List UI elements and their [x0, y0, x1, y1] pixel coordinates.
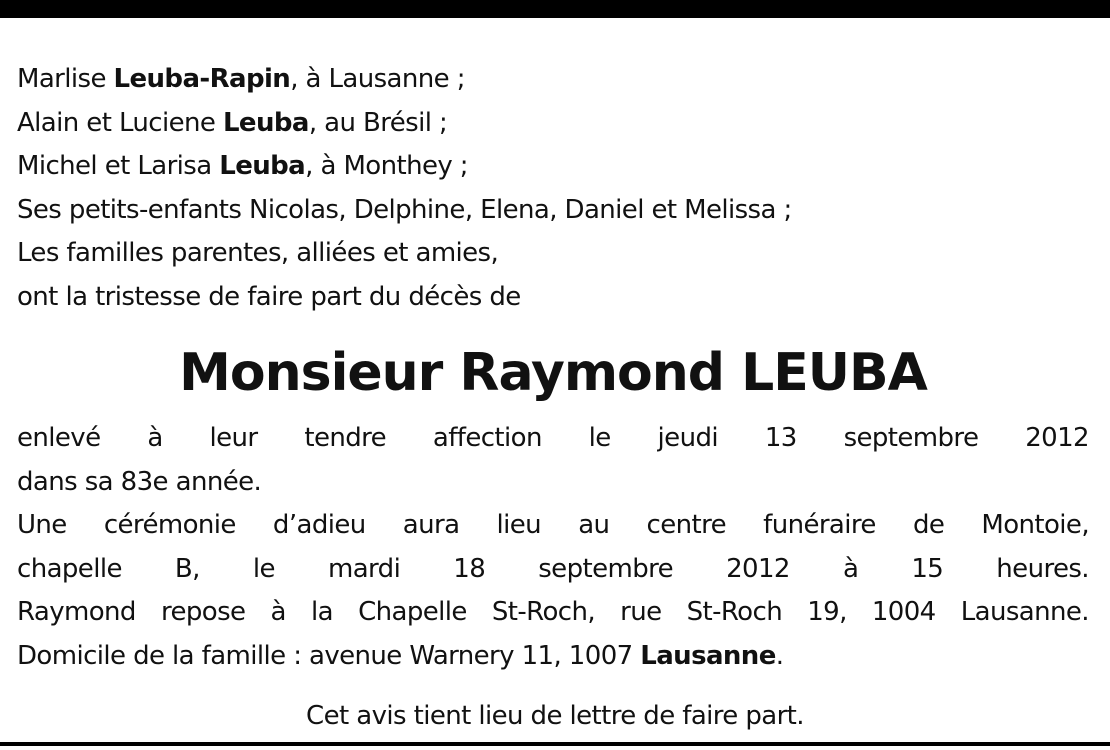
family-surname: Leuba — [219, 151, 306, 181]
word: repose — [160, 597, 246, 627]
word: à — [147, 423, 163, 453]
family-line — [17, 102, 1089, 146]
domicile-text: Domicile de la famille : avenue Warnery 11, 1007 — [17, 640, 641, 671]
details-line-2: dans sa 83e année. — [17, 466, 262, 497]
word: 19, — [807, 597, 847, 627]
word: funéraire — [763, 510, 876, 540]
word: septembre — [538, 553, 674, 584]
word: 1004 — [871, 597, 936, 627]
word: de — [912, 510, 945, 540]
family-line — [17, 145, 1089, 189]
word: leur — [209, 423, 258, 453]
word: 2012 — [726, 553, 790, 584]
word: jeudi — [657, 423, 718, 453]
family-text: Michel et Larisa — [17, 151, 220, 181]
word: B, — [174, 553, 200, 584]
details-paragraph — [17, 417, 1089, 678]
family-surname: Leuba-Rapin — [113, 64, 291, 94]
word: Lausanne. — [960, 597, 1089, 627]
word: cérémonie — [103, 510, 236, 540]
word: à — [842, 553, 859, 584]
family-text: , au Brésil ; — [308, 107, 448, 138]
word: St-Roch, — [491, 597, 596, 627]
family-text: , à Monthey ; — [305, 151, 468, 181]
details-line-5 — [17, 591, 1089, 635]
word: aura — [402, 510, 460, 540]
details-line-4 — [17, 548, 1089, 592]
word: septembre — [843, 423, 979, 453]
word: 13 — [764, 423, 797, 453]
family-text: , à Lausanne ; — [290, 64, 465, 94]
family-surname: Leuba — [222, 107, 309, 138]
family-text: Ses petits-enfants Nicolas, Delphine, Elena, Daniel et Melissa ; — [17, 194, 792, 225]
word: tendre — [304, 423, 387, 453]
word: la — [310, 597, 333, 627]
word: affection — [432, 423, 542, 453]
word: le — [252, 553, 275, 584]
word: Une — [17, 510, 67, 540]
word: 18 — [453, 553, 486, 584]
word: 15 — [911, 553, 944, 584]
announcement-body — [17, 58, 1089, 678]
family-line — [17, 189, 1089, 233]
footer-note: Cet avis tient lieu de lettre de faire part. — [306, 701, 804, 731]
family-line — [17, 276, 1089, 320]
word: heures. — [996, 553, 1089, 584]
details-line-3 — [17, 504, 1089, 548]
word: rue — [620, 597, 662, 627]
word: au — [578, 510, 610, 540]
word: St-Roch — [686, 597, 783, 627]
details-line-1 — [17, 417, 1089, 461]
domicile-punct: . — [775, 640, 784, 671]
word: à — [270, 597, 286, 627]
family-text: Les familles parentes, alliées et amies, — [17, 238, 499, 268]
word: Raymond — [17, 597, 136, 627]
word: enlevé — [17, 423, 101, 453]
deceased-name: Monsieur Raymond LEUBA — [179, 343, 927, 403]
family-text: Marlise — [17, 64, 114, 94]
family-text: ont la tristesse de faire part du décès de — [17, 281, 521, 312]
bottom-rule — [0, 742, 1110, 746]
word: centre — [646, 510, 727, 540]
top-rule — [0, 0, 1110, 18]
family-line — [17, 232, 1089, 276]
family-text: Alain et Luciene — [17, 107, 223, 138]
domicile-city: Lausanne — [640, 640, 776, 671]
word: mardi — [327, 553, 401, 584]
word: chapelle — [17, 553, 122, 584]
word: le — [588, 423, 611, 453]
word: Chapelle — [358, 597, 467, 627]
family-line — [17, 58, 1089, 102]
details-line-6 — [17, 635, 1089, 679]
word: lieu — [496, 510, 542, 540]
word: d’adieu — [272, 510, 366, 540]
word: 2012 — [1025, 423, 1089, 453]
word: Montoie, — [981, 510, 1089, 540]
